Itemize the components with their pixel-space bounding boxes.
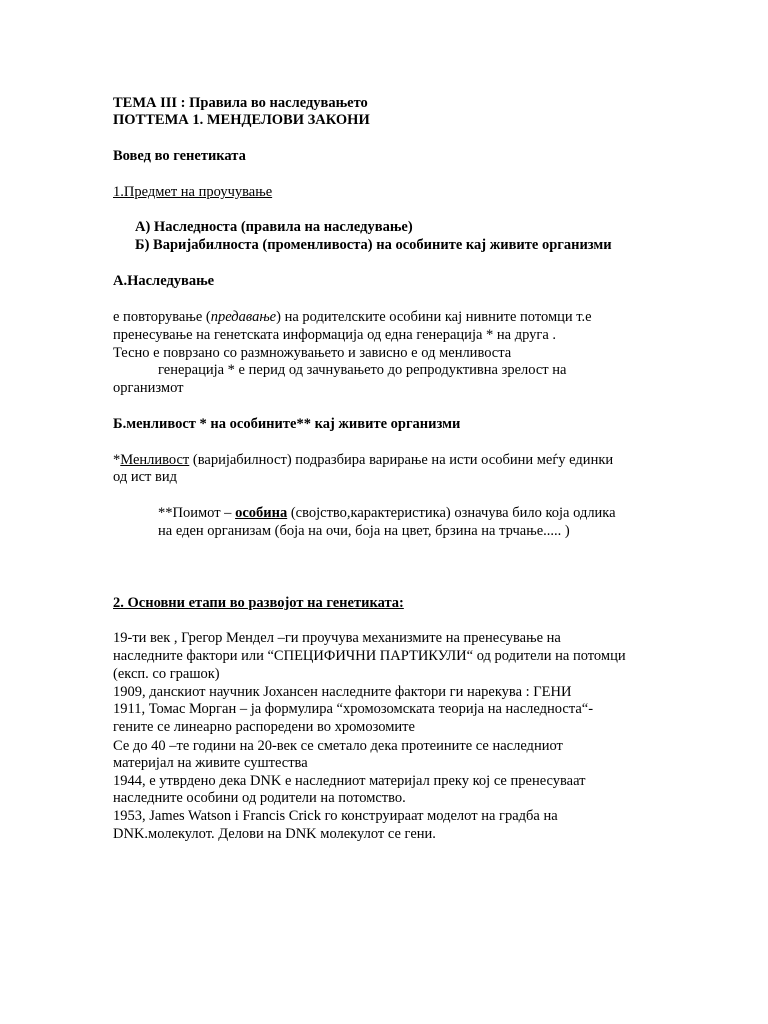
section-a-line-1-end: ) на родителските особини кај нивните потомци т.е — [276, 309, 592, 325]
subject-item-b: Б) Варијабилноста (променливоста) на особините кај живите организми — [135, 237, 612, 253]
intro-heading: Вовед во генетиката — [113, 148, 246, 164]
section-b-line-2: од ист вид — [113, 469, 177, 485]
subject-heading: 1.Предмет на проучување — [113, 184, 273, 200]
history-line: Се до 40 –те години на 20-век се сметало дека протеините се наследниот — [113, 738, 563, 754]
document-title: ТЕМА III : Правила во наследувањето — [113, 95, 368, 111]
history-line: 1909, данскиот научник Јохансен наследните фактори ги нарекува : ГЕНИ — [113, 684, 572, 700]
section-2-heading: 2. Основни етапи во развојот на генетиката: — [113, 595, 404, 611]
history-line: 1953, James Watson i Francis Crick го конструираат моделот на градба на — [113, 808, 558, 824]
section-a-line-5: организмот — [113, 380, 184, 396]
section-a-line-2: пренесување на генетската информација од една генерација * на друга . — [113, 327, 557, 343]
history-line: материјал на живите суштества — [113, 755, 308, 771]
history-line: 19-ти век , Грегор Мендел –ги проучува механизмите на пренесување на — [113, 630, 561, 646]
section-a-line-4: генерација * е перид од зачнувањето до репродуктивна зрелост на — [158, 362, 567, 378]
history-line: 1944, е утврдено дека DNK е наследниот материјал преку кој се пренесуваат — [113, 773, 586, 789]
history-line: гените се линеарно распоредени во хромозомите — [113, 719, 415, 735]
section-b-star: * — [113, 452, 121, 468]
section-b-note-line-2: на еден организам (боја на очи, боја на цвет, брзина на трчање..... ) — [158, 523, 570, 539]
section-b-line-1 — [113, 452, 613, 469]
section-b-note-term: особина — [235, 505, 288, 521]
section-a-line-1-start: е повторување ( — [113, 309, 211, 325]
section-b-note-rest: (својство,карактеристика) означува било која одлика — [287, 505, 616, 521]
section-b-term: Менливост — [120, 452, 190, 468]
history-line: наследните особини од родители на потомство. — [113, 790, 406, 806]
section-b-heading: Б.менливост * на особините** кај живите организми — [113, 416, 461, 432]
section-a-line-1-italic: предавање — [210, 309, 277, 325]
section-a-line-1 — [113, 309, 592, 326]
history-line: наследните фактори или “СПЕЦИФИЧНИ ПАРТИКУЛИ“ од родители на потомци — [113, 648, 626, 664]
history-line: DNK.молекулот. Делови на DNK молекулот се гени. — [113, 826, 436, 842]
section-b-note-start: **Поимот – — [158, 505, 236, 521]
section-a-heading: А.Наследување — [113, 273, 215, 289]
section-b-note-line-1 — [158, 505, 616, 522]
document-subtitle: ПОТТЕМА 1. МЕНДЕЛОВИ ЗАКОНИ — [113, 112, 370, 128]
history-line: (експ. со грашок) — [113, 666, 220, 682]
section-b-line-1-rest: (варијабилност) подразбира варирање на исти особини меѓу единки — [189, 452, 614, 468]
section-a-line-3: Тесно е поврзано со размножувањето и зависно е од менливоста — [113, 345, 512, 361]
history-line: 1911, Томас Морган – ја формулира “хромозомската теорија на наследноста“- — [113, 701, 594, 717]
subject-item-a: А) Наследноста (правила на наследување) — [135, 219, 413, 235]
